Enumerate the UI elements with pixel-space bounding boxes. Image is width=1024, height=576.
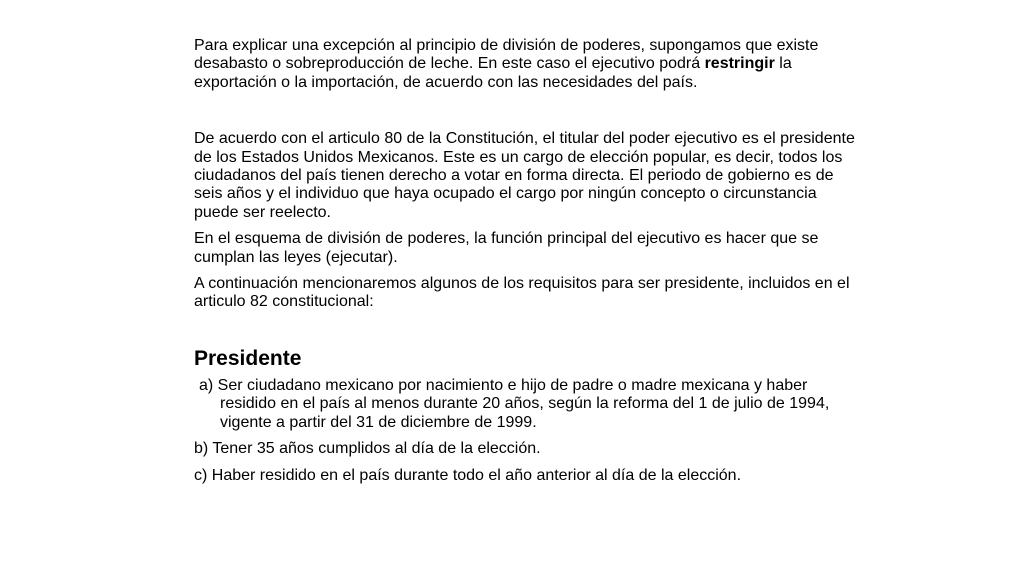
section-heading: Presidente <box>194 346 302 370</box>
intro-bold-word: restringir <box>704 55 775 73</box>
paragraph-requirements-intro: A continuación mencionaremos algunos de los requisitos para ser presidente, incluidos en el articulo 82 constitucional: <box>194 275 850 311</box>
requirement-item-a: a) Ser ciudadano mexicano por nacimiento e hijo de padre o madre mexicana y haber residido en el país al menos durante 20 años, según la reforma del 1 de julio de 1994, vigente a partir del 31 de diciembre de 1999. <box>199 376 830 431</box>
slide-content <box>194 37 859 493</box>
intro-text-end: la exportación o la importación, de acuerdo con las necesidades del país. <box>194 55 792 91</box>
requirement-item-c: c) Haber residido en el país durante todo el año anterior al día de la elección. <box>194 466 742 484</box>
intro-text-start: Para explicar una excepción al principio de división de poderes, supongamos que existe desabasto o sobreproducción de leche. En este caso el ejecutivo podrá <box>194 37 819 73</box>
intro-paragraph <box>194 37 859 92</box>
requirement-item-b: b) Tener 35 años cumplidos al día de la elección. <box>194 440 541 458</box>
paragraph-article-80: De acuerdo con el articulo 80 de la Constitución, el titular del poder ejecutivo es el presidente de los Estados Unidos Mexicanos. Este es un cargo de elección popular, es decir, todos los ciudadanos del país tienen derecho a votar en forma directa. El periodo de gobierno es de seis años y el individuo que haya ocupado el cargo por ningún concepto o circunstancia puede ser reelecto. <box>194 130 855 221</box>
paragraph-executive-function: En el esquema de división de poderes, la función principal del ejecutivo es hacer que se cumplan las leyes (ejecutar). <box>194 230 819 266</box>
